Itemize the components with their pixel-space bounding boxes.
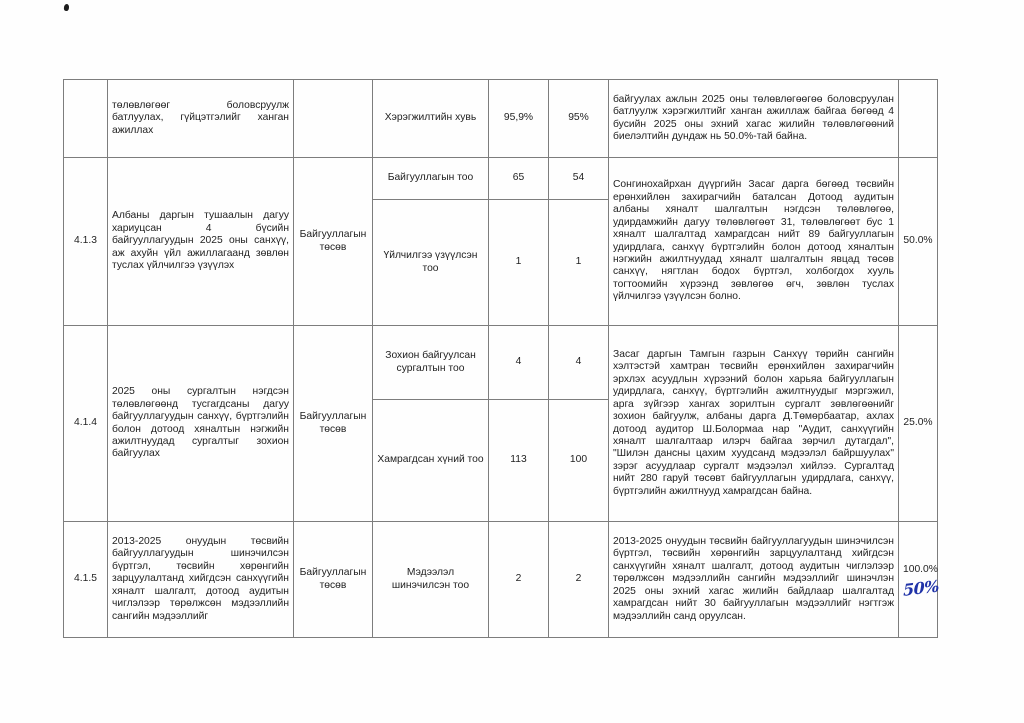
row-code	[64, 80, 108, 158]
row-note: 2013-2025 онуудын төсвийн байгууллагуудын шинэчилсэн бүртгэл, төсвийн хөрөнгийн зарцуулалтанд хийгдсэн санхүүгийн хяналт шалгалт, дотоод аудитын чиглэлээр төрөлжсөн мэдээллийн сангийн мэдээллийг шинэчлэн 2025 оны эхний хагас жилийн байдлаар шалгалтад хамрагдсан нийт 30 байгууллагын мэдээллийг нэгтгэж мэдээллийн санд оруулсан.	[609, 522, 899, 638]
indicator-name: Мэдээлэл шинэчилсэн тоо	[373, 522, 489, 638]
indicator-name: Хэрэгжилтийн хувь	[373, 80, 489, 158]
indicator-plan: 100	[549, 400, 609, 522]
row-funding-source	[294, 80, 373, 158]
indicator-actual: 65	[489, 158, 549, 200]
row-percent: 100.0%	[903, 563, 938, 575]
scan-artifact-dot	[64, 4, 70, 12]
indicator-actual: 113	[489, 400, 549, 522]
row-task: төлөвлөгөөг боловсруулж батлуулах, гүйцэтгэлийг ханган ажиллах	[108, 80, 294, 158]
indicator-actual: 95,9%	[489, 80, 549, 158]
row-percent-cell	[899, 522, 938, 638]
indicator-plan: 4	[549, 326, 609, 400]
handwritten-annotation: 50%	[902, 576, 939, 600]
indicator-actual: 4	[489, 326, 549, 400]
indicator-plan: 95%	[549, 80, 609, 158]
row-code: 4.1.5	[64, 522, 108, 638]
row-note: байгуулах ажлын 2025 оны төлөвлөгөөгөө боловсруулан батлуулж хэрэгжилтийг ханган ажиллаж байгаа бөгөөд 4 бусийн 2025 оны эхний хагас жилийн төлөвлөгөөний биелэлтийн дундаж нь 50.0%-тай байна.	[609, 80, 899, 158]
table-row	[64, 80, 938, 158]
row-task: 2013-2025 онуудын төсвийн байгууллагуудын шинэчилсэн бүртгэл, төсвийн хөрөнгийн зарцуулалтанд хийгдсэн санхүүгийн хяналт шалгалт, дотоод аудитын чиглэлээр төрөлжсөн мэдээллийн сангийн мэдээллийг	[108, 522, 294, 638]
indicator-name: Үйлчилгээ үзүүлсэн тоо	[373, 200, 489, 326]
indicator-name: Хамрагдсан хүний тоо	[373, 400, 489, 522]
indicator-actual: 2	[489, 522, 549, 638]
row-funding-source: Байгууллагын төсөв	[294, 522, 373, 638]
row-funding-source: Байгууллагын төсөв	[294, 158, 373, 326]
row-percent	[899, 80, 938, 158]
indicator-name: Зохион байгуулсан сургалтын тоо	[373, 326, 489, 400]
table-row	[64, 158, 938, 200]
row-funding-source: Байгууллагын төсөв	[294, 326, 373, 522]
row-code: 4.1.3	[64, 158, 108, 326]
row-note: Засаг даргын Тамгын газрын Санхүү төрийн сангийн хэлтэстэй хамтран төсвийн ерөнхийлөн захирагчийн эрхлэх асуудлын хүрээний болон харьяа байгууллагын удирдлага, санхүү, бүртгэлийн ажилтнуудыг мэргэжил, арга зүйгээр хангах зорилтын сургалт зөвлөгөөнийг зохион байгуулж, албаны дарга Д.Төмөрбаатар, ахлах дотоод аудитор Ш.Болормаа нар "Аудит, санхүүгийн хяналт шалгалтаар илэрч байгаа зөрчил дутагдал", "Шилэн дансны цахим хуудсанд мэдээлэл байршуулах" зэрэг асуудлаар сургалт мэдээлэл хийлээ. Сургалтад нийт 280 гаруй төсөвт байгууллагын удирдлага, санхүү, бүртгэлийн ажилтнууд хамрагдсан байна.	[609, 326, 899, 522]
indicator-actual: 1	[489, 200, 549, 326]
row-percent: 25.0%	[899, 326, 938, 522]
row-code: 4.1.4	[64, 326, 108, 522]
performance-report-table	[63, 79, 938, 638]
table-row	[64, 522, 938, 638]
row-note: Сонгинохайрхан дүүргийн Засаг дарга бөгөөд төсвийн ерөнхийлөн захирагчийн баталсан Дотоод аудитын албаны хяналт шалгалтын нэгдсэн төлөвлөгөө, удирдамжийн дагуу төлөвлөгөөт 31, төлөвлөгөөт бус 1 хяналт шалгалтад хамрагдсан нийт 89 байгууллагын удирдлага, санхүү бүртгэлийн болон дотоод хяналтын нэгжийн ажилтнуудад хяналт шалгалтын явцад төсөв санхүү, нягтлан бодох бүртгэл, холбогдох хууль тогтоомийн хүрээнд зөвлөгөө өгч, зөвлөн туслах үйлчилгээ үзүүлсэн болно.	[609, 158, 899, 326]
indicator-plan: 1	[549, 200, 609, 326]
indicator-name: Байгууллагын тоо	[373, 158, 489, 200]
row-task: 2025 оны сургалтын нэгдсэн төлөвлөгөөнд тусгагдсаны дагуу байгууллагуудын санхүү, бүртгэлийн болон дотоод хяналтын нэгжийн ажилтнуудад сургалтыг зохион байгуулах	[108, 326, 294, 522]
row-task: Албаны даргын тушаалын дагуу хариуцсан 4 бүсийн байгууллагуудын 2025 оны санхүү, аж ахуйн үйл ажиллагаанд зөвлөн туслах үйлчилгээ үзүүлэх	[108, 158, 294, 326]
row-percent: 50.0%	[899, 158, 938, 326]
table-row	[64, 326, 938, 400]
indicator-plan: 54	[549, 158, 609, 200]
indicator-plan: 2	[549, 522, 609, 638]
